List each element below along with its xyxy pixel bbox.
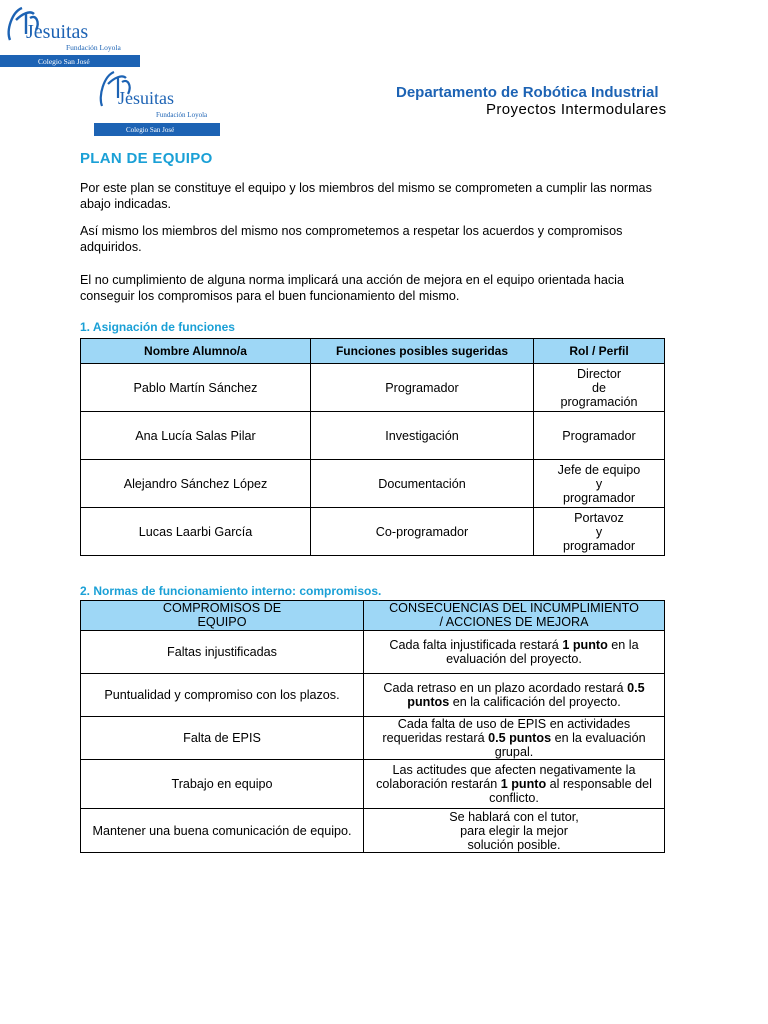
logo-wordmark: Jesuitas — [26, 21, 89, 43]
column-header-commitments: COMPROMISOS DE EQUIPO — [81, 601, 364, 631]
student-role: Jefe de equipo y programador — [534, 460, 665, 508]
column-header-name: Nombre Alumno/a — [81, 339, 311, 364]
consequence: Las actitudes que afecten negativamente la colaboración restarán 1 punto al responsable del conflicto. — [364, 760, 665, 809]
section-title-norms: 2. Normas de funcionamiento interno: compromisos. — [80, 584, 382, 598]
logo-school: Colegio San José — [38, 57, 90, 66]
logo-foundation: Fundación Loyola — [156, 111, 208, 119]
table-row — [81, 508, 665, 556]
table-row — [81, 717, 665, 760]
commitment: Mantener una buena comunicación de equipo. — [81, 809, 364, 853]
table-header-row — [81, 339, 665, 364]
table-header-row — [81, 601, 665, 631]
noncompliance-paragraph: El no cumplimiento de alguna norma implicará una acción de mejora en el equipo orientada hacia conseguir los compromisos para el buen funcionamiento del mismo. — [80, 273, 624, 303]
section-title-roles: 1. Asignación de funciones — [80, 320, 235, 334]
commitment-paragraph: Así mismo los miembros del mismo nos comprometemos a respetar los acuerdos y compromisos adquiridos. — [80, 224, 623, 254]
roles-table — [80, 338, 665, 556]
department-title: Departamento de Robótica Industrial — [396, 84, 659, 101]
column-header-consequences: CONSECUENCIAS DEL INCUMPLIMIENTO / ACCIONES DE MEJORA — [364, 601, 665, 631]
student-function: Investigación — [311, 412, 534, 460]
student-name: Alejandro Sánchez López — [81, 460, 311, 508]
consequence: Cada falta injustificada restará 1 punto en la evaluación del proyecto. — [364, 631, 665, 674]
student-name: Lucas Laarbi García — [81, 508, 311, 556]
table-row — [81, 760, 665, 809]
school-logo-top — [0, 0, 140, 70]
school-logo — [94, 66, 220, 138]
column-header-role: Rol / Perfil — [534, 339, 665, 364]
logo-foundation: Fundación Loyola — [66, 43, 121, 52]
table-row — [81, 460, 665, 508]
student-function: Programador — [311, 364, 534, 412]
table-row — [81, 631, 665, 674]
logo-wordmark: Jesuitas — [118, 88, 174, 108]
commitment: Puntualidad y compromiso con los plazos. — [81, 674, 364, 717]
consequence: Se hablará con el tutor, para elegir la mejor solución posible. — [364, 809, 665, 853]
student-role: Programador — [534, 412, 665, 460]
student-function: Documentación — [311, 460, 534, 508]
commitment: Trabajo en equipo — [81, 760, 364, 809]
page-title: PLAN DE EQUIPO — [80, 150, 213, 167]
department-subtitle: Proyectos Intermodulares — [486, 101, 667, 118]
student-function: Co-programador — [311, 508, 534, 556]
student-name: Ana Lucía Salas Pilar — [81, 412, 311, 460]
student-name: Pablo Martín Sánchez — [81, 364, 311, 412]
logo-school: Colegio San José — [126, 126, 175, 134]
table-row — [81, 809, 665, 853]
norms-table — [80, 600, 665, 853]
table-row — [81, 412, 665, 460]
consequence: Cada retraso en un plazo acordado restará 0.5 puntos en la calificación del proyecto. — [364, 674, 665, 717]
student-role: Portavoz y programador — [534, 508, 665, 556]
consequence: Cada falta de uso de EPIS en actividades requeridas restará 0.5 puntos en la evaluación grupal. — [364, 717, 665, 760]
table-row — [81, 674, 665, 717]
commitment: Falta de EPIS — [81, 717, 364, 760]
column-header-functions: Funciones posibles sugeridas — [311, 339, 534, 364]
student-role: Director de programación — [534, 364, 665, 412]
table-row — [81, 364, 665, 412]
intro-paragraph: Por este plan se constituye el equipo y los miembros del mismo se comprometen a cumplir las normas abajo indicadas. — [80, 181, 652, 211]
commitment: Faltas injustificadas — [81, 631, 364, 674]
